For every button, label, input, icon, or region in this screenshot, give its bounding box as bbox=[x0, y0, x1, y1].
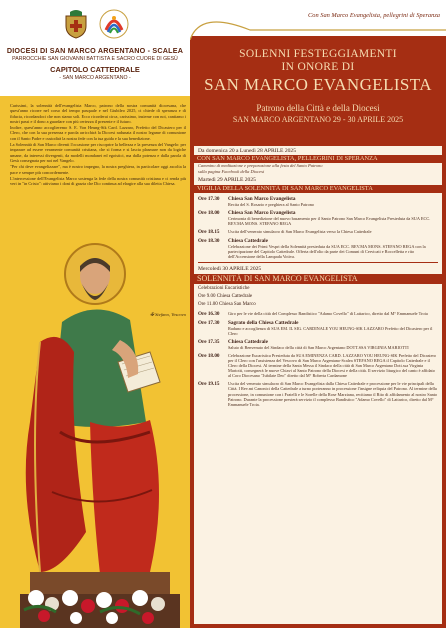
right-column bbox=[190, 0, 446, 628]
event-text: Uscita dell'venerato simulacro di San Marco Evangelista verso la Chiesa Cattedrale bbox=[228, 229, 372, 235]
event-text: Giro per le vie della città del Complesso Bandistico "Adamo Covello" di Lattarico, diretto dal M° Emmanuele Troia bbox=[228, 310, 428, 316]
header-subtitle: Con San Marco Evangelista, pellegrini di Speranza bbox=[308, 12, 440, 19]
celebration-item: Ore 9.00 Chiesa Cattedrale bbox=[198, 293, 253, 299]
logos bbox=[0, 8, 190, 42]
message-paragraph: Carissimi, la solennità dell'evangelista Marco, patrono della nostra comunità diocesana, che quest'anno ricorre nel corso del tempo pasquale e nel Giubileo 2025, ci chiede di speranza e di fiducia, ricordandoci che non siamo soli. Ecco ricorderai circa, carissimo, insieme con noi, cantiamo i nostri passi e il dono a guardare con più certezza il presente e il futuro. bbox=[10, 103, 186, 124]
diocese-header bbox=[0, 46, 190, 81]
intro-desc: sulla pagina Facebook della Diocesi bbox=[198, 168, 265, 174]
event-place: Chiesa Cattedrale bbox=[228, 238, 268, 245]
main-title bbox=[190, 48, 446, 124]
title-dates: SAN MARCO ARGENTANO 29 - 30 APRILE 2025 bbox=[232, 115, 404, 124]
event-place: Chiesa San Marco Evangelista bbox=[228, 210, 296, 217]
saint-mark-statue-image bbox=[0, 232, 190, 628]
chapter-name: CAPITOLO CATTEDRALE bbox=[50, 65, 140, 74]
decorative-curve bbox=[190, 0, 446, 40]
event-place: Chiesa Cattedrale bbox=[228, 338, 268, 345]
title-line1: SOLENNI FESTEGGIAMENTI bbox=[239, 48, 397, 60]
parishes-name: PARROCCHIE SAN GIOVANNI BATTISTA E SACRO CUORE DI GESÙ bbox=[12, 56, 178, 62]
event-text: Saluto di Benvenuto del Sindaco della città di San Marco Argentano DOTT.SSA VIRGINIA MARIOTTI bbox=[228, 344, 409, 350]
message-paragraph: L'intercessione dell'Evangelista Marco sostenga la fede della nostra comunità cristiana e ci renda più veri in "in Cristo": attiviamo i doni di grazia che Dio continua ad elargire alla sua diletta Chiesa. bbox=[10, 175, 186, 187]
event-item bbox=[198, 320, 438, 336]
celebration-item: Ore 11.00 Chiesa San Marco bbox=[198, 301, 256, 307]
day1-label: Martedì 29 APRILE 2025 bbox=[198, 177, 256, 183]
message-paragraph: La Solennità di San Marco diventi l'occasione per riscoprire la bellezza e la presenza del Vangelo: per imparare ad essere veramente comunità cristiana, che si forma e si lascia plasmare non da logiche umane, da interessi divergenti, da modelli mondanei ed egoistici, ma dalla potenza e dalla parola di Gesù consegnata per noi nel Vangelo. bbox=[10, 142, 186, 163]
day2-label: Mercoledì 30 APRILE 2025 bbox=[198, 265, 262, 272]
event-time: Ore 17.35 bbox=[198, 338, 220, 345]
left-column bbox=[0, 0, 190, 628]
event-item bbox=[198, 229, 438, 235]
bishop-signature: ✠ Stefano, Vescovo bbox=[150, 312, 186, 317]
event-time: Ore 18.00 bbox=[198, 210, 220, 217]
event-time: Ore 18.00 bbox=[198, 352, 220, 359]
intro-band: CON SAN MARCO EVANGELISTA, PELLEGRINI DI SPERANZA bbox=[194, 155, 442, 163]
celebrations-title: Celebrazioni Eucaristiche bbox=[198, 285, 250, 291]
event-item bbox=[198, 238, 438, 259]
event-text: Recita del S. Rosario e preghiera al Santo Patrono bbox=[228, 202, 315, 207]
event-time: Ore 18.30 bbox=[198, 238, 220, 245]
chapter-subtitle: - SAN MARCO ARGENTANO - bbox=[59, 75, 131, 81]
intro-desc: Cammino di meditazione e preparazione alla festa del Santo Patrono bbox=[198, 163, 323, 169]
event-time: Ore 16.30 bbox=[198, 310, 220, 317]
jubilee-logo-icon bbox=[98, 8, 130, 40]
event-place: Chiesa San Marco Evangelista bbox=[228, 196, 296, 202]
event-item bbox=[198, 381, 438, 406]
message-paragraph: Inoltre, quest'anno accoglieremo S. E. Von Heung-Sik Card. Lazzaro, Prefetto del Dicastero per il Clero, che con la sua presenza e parola arricchirà la Diocesi radunata il nostro legame di comunione con il Santo Padre e custodirà la nostra fede con la tua guida e la sua benedizione. bbox=[10, 125, 186, 141]
day2-band: SOLENNITÀ DI SAN MARCO EVANGELISTA bbox=[194, 274, 442, 284]
event-item bbox=[198, 210, 438, 226]
intro-date: Da domenica 20 a Lunedì 28 APRILE 2025 bbox=[198, 148, 297, 154]
program-panel bbox=[194, 146, 442, 624]
diocese-name: DIOCESI DI SAN MARCO ARGENTANO - SCALEA bbox=[6, 46, 184, 55]
bishop-message bbox=[10, 103, 186, 186]
event-text: Raduno e accoglienza di SUA EM. IL SIG. CARDINALE YOU HEUNG-SIK LAZZARO Prefetto del Dicastero per il Clero bbox=[228, 325, 433, 336]
event-time: Ore 17.30 bbox=[198, 319, 220, 326]
title-line2: IN ONORE DI bbox=[281, 61, 355, 73]
event-item bbox=[198, 339, 438, 350]
event-place: Sagrato della Chiesa Cattedrale bbox=[228, 319, 299, 326]
event-time: Ore 19.15 bbox=[198, 381, 220, 388]
event-item bbox=[198, 196, 438, 207]
title-patron: Patrono della Città e della Diocesi bbox=[256, 103, 380, 113]
event-text: Uscita del venerato simulacro di San Marco Evangelista dalla Chiesa Cattedrale e processione per le vie principali della Città. I Rev.mi Canonici della Cattedrale a turno porteranno in processione l'insigne reliquia del Patrono. Al termine della processione, in comunione con i Fratelli e le Sorelle della Rose Marziana, recitiamo il Rito di affidamento al nostro Santo Patrono. Durante la processione presterà servizio il complesso Bandistico "Adamo Covello" di Lattarico, diretto dal M° Emmanuele Troia. bbox=[228, 381, 438, 407]
bishop-coat-of-arms-icon bbox=[60, 8, 92, 40]
message-paragraph: "Per chi deve evangelizzare", ma è nostro impegno, la nostra preghiera, in particolare oggi ascolta la pace e sempre più concordemente. bbox=[10, 164, 186, 175]
section-divider bbox=[198, 262, 438, 263]
day1-band: VIGILIA DELLA SOLENNITÀ DI SAN MARCO EVANGELISTA bbox=[194, 185, 442, 193]
title-line3: SAN MARCO EVANGELISTA bbox=[204, 75, 432, 94]
event-item bbox=[198, 311, 438, 317]
event-text: Celebrazione Eucaristica Presieduta da SUA EMINENZA CARD. LAZZARO YOU HEUNG-SIK Prefetto del Dicastero per il Clero con l'assistenza del Vescovo di San Marco Argentano-Scalea STEFANO REGA il Capitolo Cattedrale e il Clero della Diocesi. Al termine della Santa Messa il Sindaco della città di San Marco Argentano Dott.ssa Virginia Mariotti, consegnerà le nuove Chiavi al Santo Patrono della Diocesi e della città. Il servizio liturgico del canto è affidato al Coro Diocesano "Jubilate Deo" diretto dal M° Roberta Cardamone bbox=[228, 352, 437, 379]
event-item bbox=[198, 353, 438, 378]
event-text: Cerimonia di benedizione del nuovo basamento per il Santo Patrono San Marco Evangelista Presieduta da SUA ECC. REV.MA MONS. STEFANO REGA bbox=[228, 216, 431, 227]
event-time: Ore 18.15 bbox=[198, 229, 220, 236]
event-time: Ore 17.30 bbox=[198, 196, 220, 202]
event-text: Celebrazione dei Primi Vespri della Solennità presieduta da SUA ECC. REV.MA MONS. STEFANO REGA con la partecipazione del Capitolo Cattedrale. Offerta dell'olio da parte dei Comuni di Cervicati e Roccelletta e rito dell'Accensione della Lampada Votiva. bbox=[228, 244, 426, 260]
